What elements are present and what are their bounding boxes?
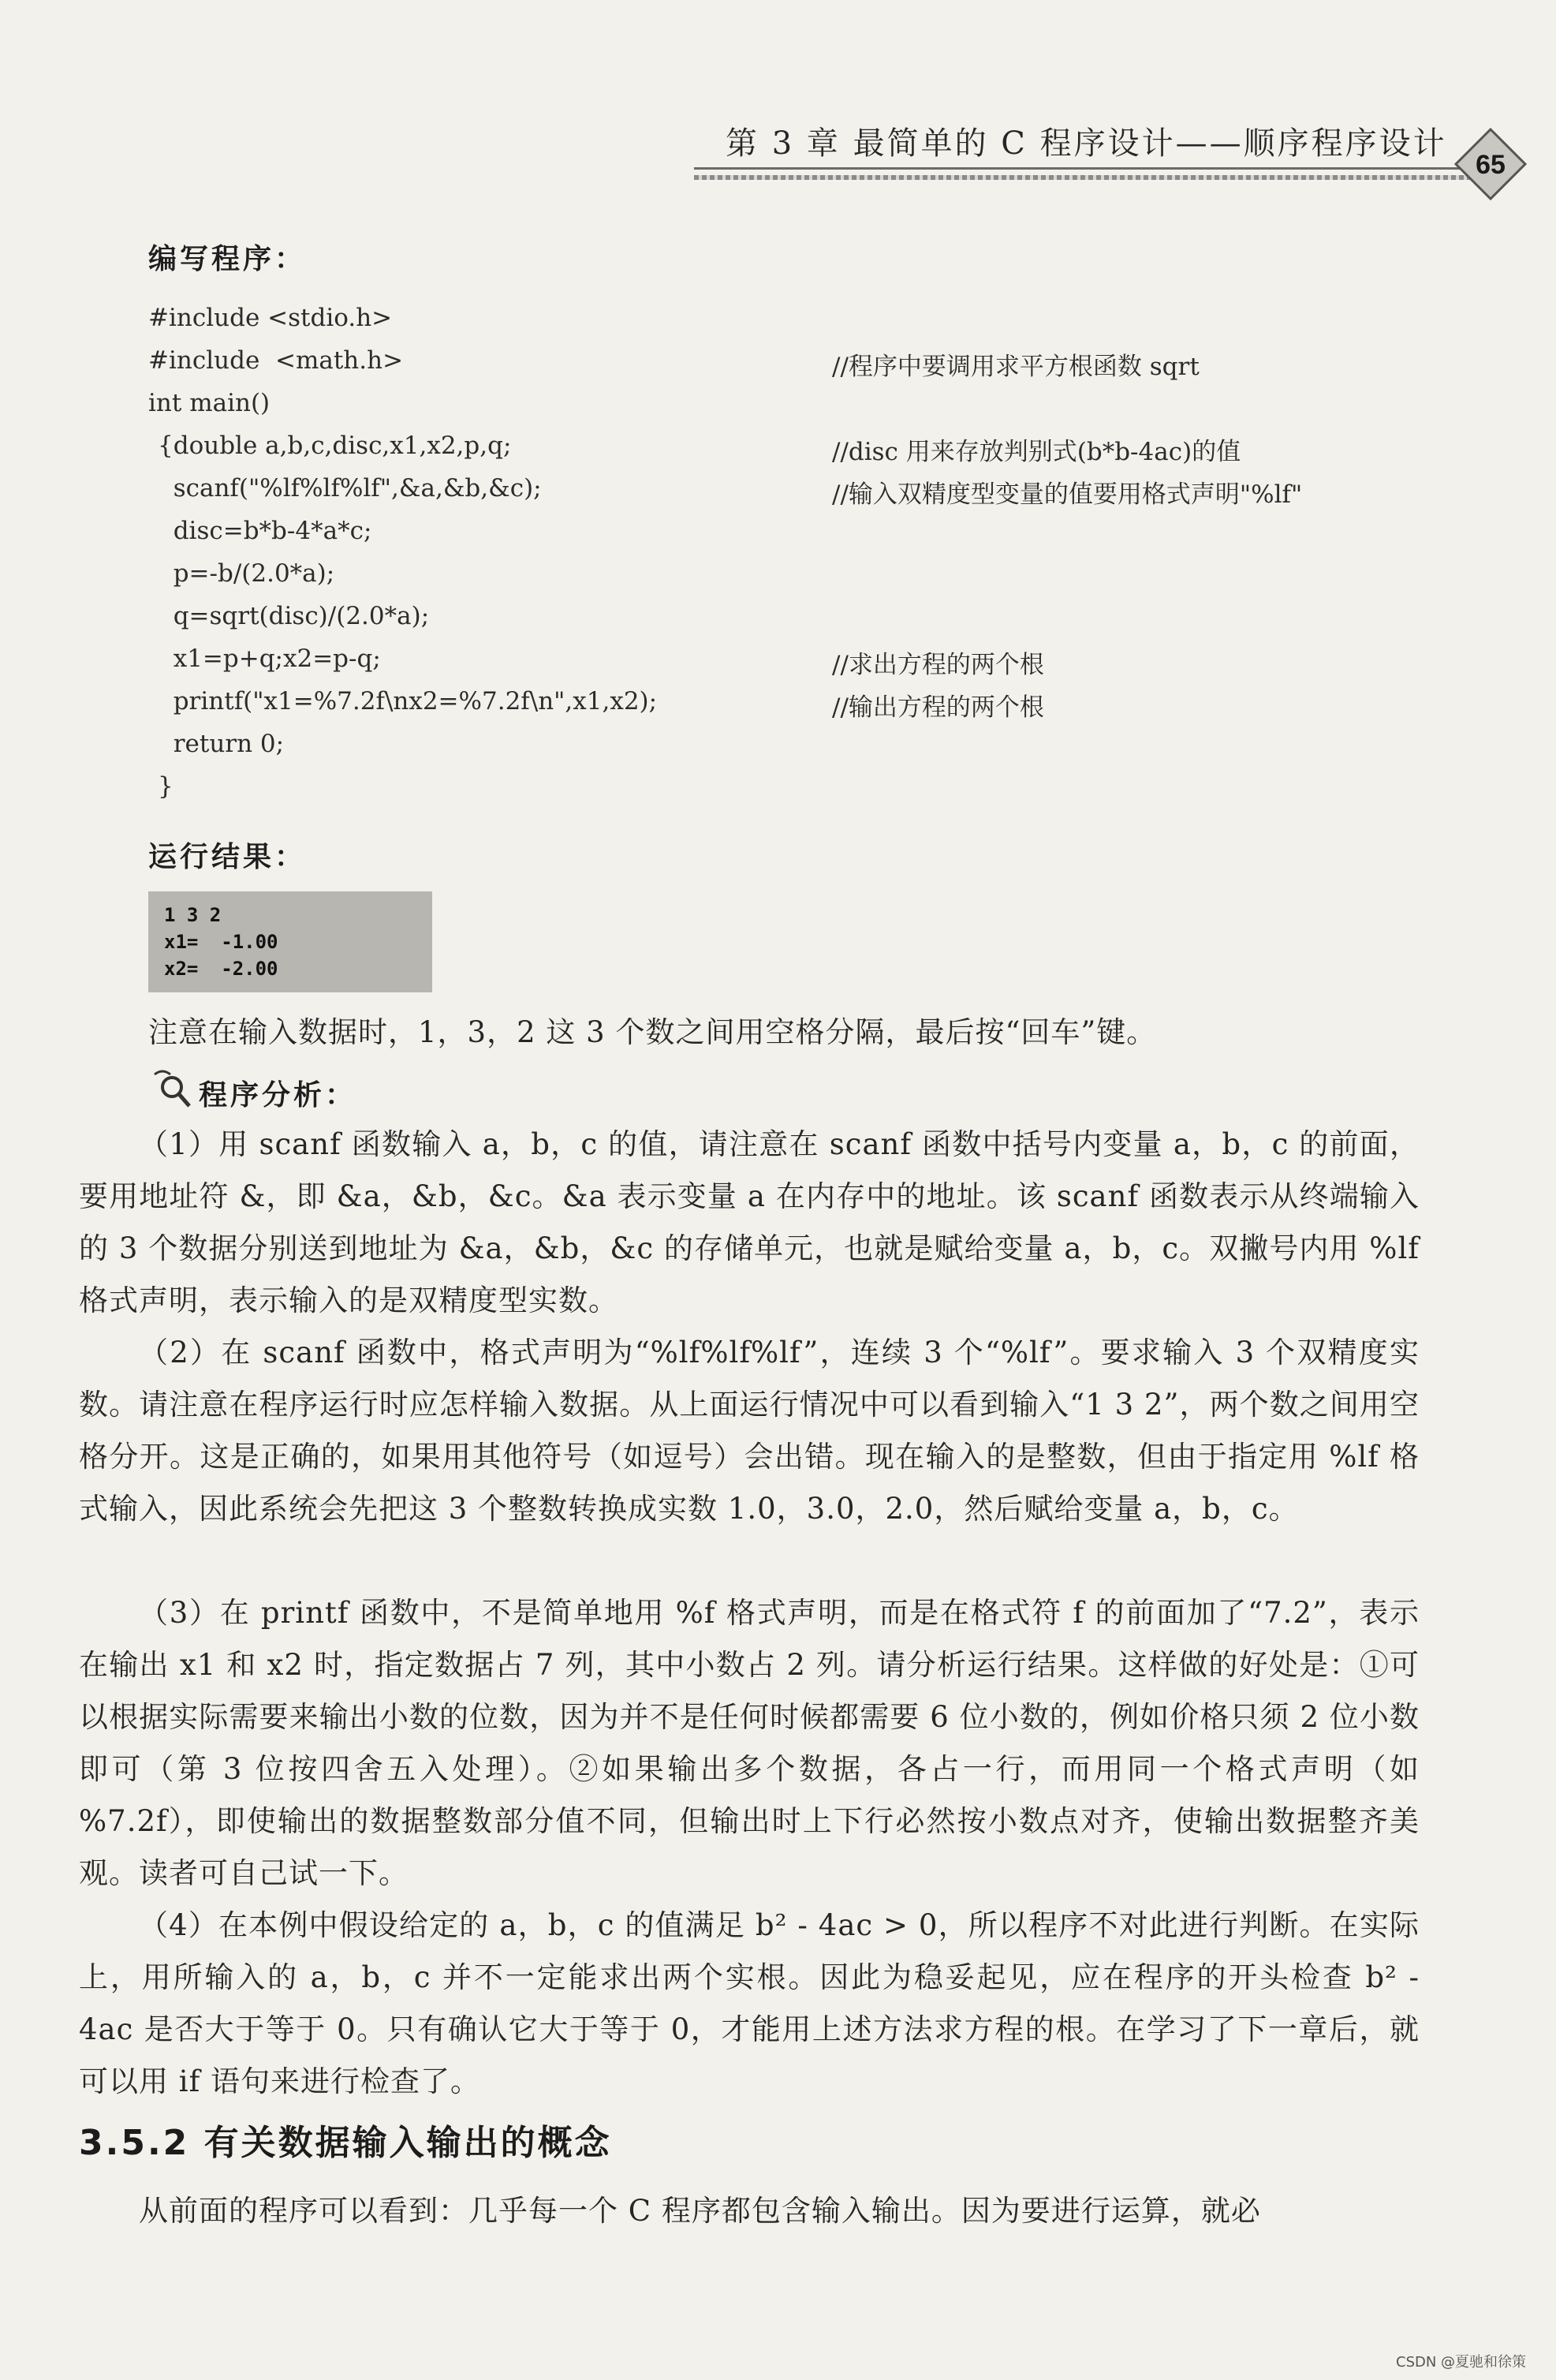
analysis-paragraph-4: （4）在本例中假设给定的 a，b，c 的值满足 b² - 4ac > 0，所以程序不对此进行判断。在实际上，用所输入的 a，b，c 并不一定能求出两个实根。因此为稳妥起见，应在程序的开头检查 b² - 4ac 是否大于等于 0。只有确认它大于等于 0，才能用上述方法求方程的根。在学习了下一章后，就可以用 if 语句来进行检查了。 [79, 1908, 1420, 2098]
analysis-paragraph-2: （2）在 scanf 函数中，格式声明为“%lf%lf%lf”，连续 3 个“%lf”。要求输入 3 个双精度实数。请注意在程序运行时应怎样输入数据。从上面运行情况中可以看到输入“1 3 2”，两个数之间用空格分开。这是正确的，如果用其他符号（如逗号）会出错。现在输入的是整数，但由于指定用 %lf 格式输入，因此系统会先把这 3 个整数转换成实数 1.0，3.0，2.0，然后赋给变量 a，b，c。 [79, 1336, 1420, 1526]
program-label: 编写程序： [148, 243, 307, 275]
code-line: #include <math.h> [148, 346, 404, 375]
output-line: x1= -1.00 [164, 931, 278, 953]
code-line: q=sqrt(disc)/(2.0*a); [158, 602, 430, 630]
magnifier-icon [150, 1067, 194, 1111]
code-line: scanf("%lf%lf%lf",&a,&b,&c); [158, 474, 542, 503]
code-line: printf("x1=%7.2f\nx2=%7.2f\n",x1,x2); [158, 687, 658, 715]
code-comment: //程序中要调用求平方根函数 sqrt [832, 353, 1200, 381]
code-comment: //输出方程的两个根 [832, 693, 1044, 722]
output-console [148, 891, 432, 992]
section-heading: 3.5.2 有关数据输入输出的概念 [79, 2123, 612, 2163]
code-comment: //disc 用来存放判别式(b*b-4ac)的值 [832, 438, 1241, 466]
input-note: 注意在输入数据时，1，3，2 这 3 个数之间用空格分隔，最后按“回车”键。 [148, 1015, 1157, 1049]
code-line: x1=p+q;x2=p-q; [158, 645, 381, 673]
code-line: {double a,b,c,disc,x1,x2,p,q; [158, 432, 512, 460]
analysis-paragraph-3: （3）在 printf 函数中，不是简单地用 %f 格式声明，而是在格式符 f 的前面加了“7.2”，表示在输出 x1 和 x2 时，指定数据占 7 列，其中小数占 2 列。请分析运行结果。这样做的好处是：①可以根据实际需要来输出小数的位数，因为并不是任何时候都需要 6 位小数的，例如价格只须 2 位小数即可（第 3 位按四舍五入处理）。②如果输出多个数据，各占一行，而用同一个格式声明（如 %7.2f），即使输出的数据整数部分值不同，但输出时上下行必然按小数点对齐，使输出数据整齐美观。读者可自己试一下。 [79, 1596, 1420, 1890]
header-rule-dotted [694, 175, 1483, 180]
output-line: x2= -2.00 [164, 958, 278, 980]
header-rule [694, 167, 1506, 170]
output-line: 1 3 2 [164, 904, 222, 926]
code-line: return 0; [158, 730, 285, 758]
code-line: p=-b/(2.0*a); [158, 559, 335, 588]
watermark: CSDN @夏驰和徐策 [1396, 2354, 1527, 2371]
page-number-badge [1453, 126, 1528, 202]
result-label: 运行结果： [148, 841, 307, 873]
page-number: 65 [1476, 150, 1506, 180]
code-line: } [158, 772, 174, 801]
running-header: 第 3 章 最简单的 C 程序设计——顺序程序设计 [726, 125, 1447, 162]
code-line: disc=b*b-4*a*c; [158, 517, 372, 545]
analysis-label: 程序分析： [199, 1079, 357, 1112]
analysis-paragraph-1: （1）用 scanf 函数输入 a，b，c 的值，请注意在 scanf 函数中括号内变量 a，b，c 的前面，要用地址符 &，即 &a，&b，&c。&a 表示变量 a 在内存中的地址。该 scanf 函数表示从终端输入的 3 个数据分别送到地址为 &a，&b，&c 的存储单元，也就是赋给变量 a，b，c。双撇号内用 %lf 格式声明，表示输入的是双精度型实数。 [79, 1127, 1420, 1317]
code-comment: //输入双精度型变量的值要用格式声明"%lf" [832, 480, 1303, 509]
section-intro: 从前面的程序可以看到：几乎每一个 C 程序都包含输入输出。因为要进行运算，就必 [139, 2194, 1261, 2228]
code-line: int main() [148, 389, 271, 417]
code-comment: //求出方程的两个根 [832, 651, 1044, 679]
code-line: #include <stdio.h> [148, 304, 393, 332]
